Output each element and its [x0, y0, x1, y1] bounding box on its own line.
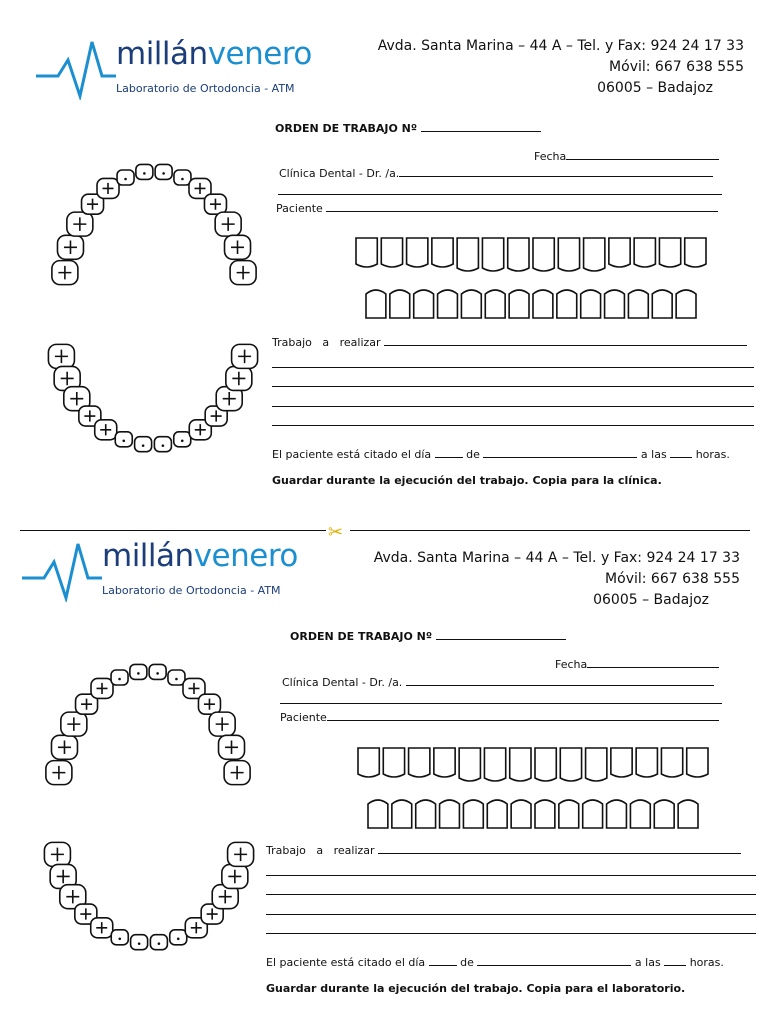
address-line: Avda. Santa Marina – 44 A – Tel. y Fax: 924 24 17 33: [377, 38, 744, 54]
lower-dental-arch: [38, 824, 260, 960]
work-blank[interactable]: [384, 334, 747, 346]
copy-note: Guardar durante la ejecución del trabajo. Copia para el laboratorio.: [266, 982, 686, 995]
upper-front-tooth: [584, 238, 605, 271]
front-teeth-chart: [344, 232, 718, 324]
appointment-day-blank[interactable]: [435, 446, 463, 458]
lower-front-tooth: [559, 800, 579, 828]
phone-line: Móvil: 667 638 555: [609, 59, 744, 75]
heartbeat-logo-icon: [36, 38, 116, 100]
tooth-outline: [91, 678, 113, 698]
lower-front-tooth: [630, 800, 650, 828]
lower-front-tooth: [581, 290, 601, 318]
work-field: [266, 842, 741, 857]
date-label: Fecha: [534, 150, 567, 163]
lower-front-tooth: [390, 290, 410, 318]
lower-front-tooth: [511, 800, 531, 828]
work-line[interactable]: [266, 875, 756, 876]
clinic-blank[interactable]: [399, 165, 713, 177]
upper-front-tooth: [510, 748, 531, 781]
clinic-field: [279, 165, 713, 180]
upper-dental-arch: [40, 650, 256, 806]
upper-front-tooth: [383, 748, 404, 777]
tooth-outline: [154, 437, 171, 452]
work-line[interactable]: [272, 386, 754, 387]
brand-name: millánvenero: [102, 538, 298, 574]
appointment-day-blank[interactable]: [429, 954, 457, 966]
upper-front-tooth: [459, 748, 480, 781]
company-logo: [36, 38, 326, 100]
tooth-outline: [111, 670, 128, 685]
lower-front-tooth: [485, 290, 505, 318]
patient-label: Paciente: [280, 711, 327, 724]
order-number-field: [275, 120, 541, 135]
tooth-outline: [224, 761, 250, 785]
order-label: ORDEN DE TRABAJO Nº: [290, 630, 433, 643]
upper-front-tooth: [484, 748, 505, 781]
appointment-label: El paciente está citado el día: [266, 956, 426, 969]
city-line: 06005 – Badajoz: [597, 80, 713, 96]
lower-front-tooth: [607, 800, 627, 828]
work-line[interactable]: [272, 367, 754, 368]
tooth-outline: [174, 170, 191, 185]
patient-field: [280, 709, 719, 724]
tooth-outline: [51, 735, 77, 759]
front-teeth-chart: [346, 742, 720, 834]
patient-field: [276, 200, 718, 215]
tooth-outline: [91, 918, 113, 938]
lower-front-tooth: [678, 800, 698, 828]
tooth-outline: [46, 761, 72, 785]
tooth-outline: [150, 935, 167, 950]
appointment-de-label: de: [460, 956, 474, 969]
tooth-outline: [115, 432, 132, 447]
lower-front-tooth: [392, 800, 412, 828]
brand-tagline: Laboratorio de Ortodoncia - ATM: [116, 82, 295, 95]
upper-front-tooth: [609, 238, 630, 267]
clinic-blank-line-2[interactable]: [278, 194, 722, 195]
tooth-outline: [149, 664, 166, 679]
order-label: ORDEN DE TRABAJO Nº: [275, 122, 418, 135]
date-field: [555, 656, 719, 671]
brand-tagline: Laboratorio de Ortodoncia - ATM: [102, 584, 281, 597]
clinic-label: Clínica Dental - Dr. /a.: [282, 676, 403, 689]
work-label: Trabajo a realizar: [272, 336, 381, 349]
copy-note: Guardar durante la ejecución del trabajo. Copia para la clínica.: [272, 474, 662, 487]
upper-front-tooth: [535, 748, 556, 781]
date-field: [534, 148, 719, 163]
tooth-outline: [111, 930, 128, 945]
appointment-month-blank[interactable]: [483, 446, 637, 458]
upper-front-tooth: [381, 238, 402, 267]
tooth-outline: [168, 670, 185, 685]
address-block: [378, 36, 744, 99]
appointment-hours-label: horas.: [689, 956, 724, 969]
upper-front-tooth: [508, 238, 529, 271]
upper-dental-arch: [46, 150, 262, 306]
upper-front-tooth: [434, 748, 455, 777]
appointment-hour-blank[interactable]: [664, 954, 686, 966]
tooth-outline: [226, 366, 252, 390]
upper-front-tooth: [636, 748, 657, 777]
date-blank[interactable]: [566, 148, 719, 160]
tooth-outline: [117, 170, 134, 185]
upper-front-tooth: [558, 238, 579, 271]
order-number-blank[interactable]: [436, 628, 566, 640]
tooth-outline: [215, 212, 241, 236]
lower-front-tooth: [605, 290, 625, 318]
tooth-outline: [230, 261, 256, 285]
order-number-blank[interactable]: [421, 120, 541, 132]
lower-front-tooth: [583, 800, 603, 828]
lower-front-tooth: [628, 290, 648, 318]
upper-front-tooth: [356, 238, 377, 267]
clinic-blank-line-2[interactable]: [280, 703, 722, 704]
order-form-clinic-copy: [0, 0, 768, 510]
patient-blank[interactable]: [327, 709, 719, 721]
lower-front-tooth: [676, 290, 696, 318]
date-blank[interactable]: [587, 656, 719, 668]
lower-front-tooth: [509, 290, 529, 318]
clinic-label: Clínica Dental - Dr. /a.: [279, 167, 400, 180]
tooth-outline: [135, 437, 152, 452]
patient-label: Paciente: [276, 202, 323, 215]
city-line: 06005 – Badajoz: [593, 592, 709, 608]
work-line[interactable]: [272, 425, 754, 426]
upper-front-tooth: [407, 238, 428, 267]
tooth-outline: [219, 735, 245, 759]
tooth-outline: [130, 664, 147, 679]
upper-front-tooth: [659, 238, 680, 267]
upper-front-tooth: [432, 238, 453, 267]
lower-front-tooth: [416, 800, 436, 828]
tooth-outline: [57, 235, 83, 259]
heartbeat-logo-icon: [22, 540, 102, 602]
scissors-icon: ✂: [328, 522, 344, 543]
lower-front-tooth: [654, 800, 674, 828]
appointment-label: El paciente está citado el día: [272, 448, 432, 461]
work-line[interactable]: [266, 933, 756, 934]
work-line[interactable]: [272, 406, 754, 407]
appointment-hour-blank[interactable]: [670, 446, 692, 458]
appointment-time-label: a las: [634, 956, 661, 969]
tooth-outline: [67, 212, 93, 236]
upper-front-tooth: [482, 238, 503, 271]
tooth-outline: [170, 930, 187, 945]
upper-front-tooth: [685, 238, 706, 267]
phone-line: Móvil: 667 638 555: [605, 571, 740, 587]
tooth-outline: [198, 694, 220, 714]
brand-name: millánvenero: [116, 36, 312, 72]
tooth-outline: [95, 420, 117, 440]
lower-front-tooth: [652, 290, 672, 318]
tooth-outline: [174, 432, 191, 447]
lower-front-tooth: [557, 290, 577, 318]
upper-front-tooth: [457, 238, 478, 271]
order-number-field: [290, 628, 566, 643]
order-form-lab-copy: [0, 510, 768, 1020]
tooth-outline: [228, 842, 254, 866]
lower-dental-arch: [42, 326, 264, 462]
upper-front-tooth: [533, 238, 554, 271]
lower-front-tooth: [487, 800, 507, 828]
work-label: Trabajo a realizar: [266, 844, 375, 857]
company-logo: [22, 540, 312, 602]
upper-front-tooth: [611, 748, 632, 777]
lower-front-tooth: [440, 800, 460, 828]
tooth-outline: [52, 261, 78, 285]
upper-front-tooth: [409, 748, 430, 777]
lower-front-tooth: [533, 290, 553, 318]
tooth-outline: [225, 235, 251, 259]
tooth-outline: [204, 194, 226, 214]
upper-front-tooth: [634, 238, 655, 267]
patient-blank[interactable]: [326, 200, 718, 212]
lower-front-tooth: [366, 290, 386, 318]
work-field: [272, 334, 747, 349]
address-line: Avda. Santa Marina – 44 A – Tel. y Fax: 924 24 17 33: [373, 550, 740, 566]
lower-front-tooth: [535, 800, 555, 828]
tooth-outline: [131, 935, 148, 950]
clinic-field: [282, 674, 714, 689]
upper-front-tooth: [586, 748, 607, 781]
lower-front-tooth: [461, 290, 481, 318]
lower-front-tooth: [463, 800, 483, 828]
appointment-hours-label: horas.: [695, 448, 730, 461]
appointment-month-blank[interactable]: [477, 954, 631, 966]
appointment-field: [272, 446, 730, 461]
date-label: Fecha: [555, 658, 588, 671]
upper-front-tooth: [358, 748, 379, 777]
lower-front-tooth: [368, 800, 388, 828]
upper-front-tooth: [661, 748, 682, 777]
tooth-outline: [61, 712, 87, 736]
tooth-outline: [232, 344, 258, 368]
appointment-field: [266, 954, 724, 969]
tooth-outline: [97, 178, 119, 198]
address-block: [374, 548, 740, 611]
tooth-outline: [222, 864, 248, 888]
work-line[interactable]: [266, 914, 756, 915]
work-line[interactable]: [266, 894, 756, 895]
tooth-outline: [136, 164, 153, 179]
tooth-outline: [209, 712, 235, 736]
appointment-de-label: de: [466, 448, 480, 461]
upper-front-tooth: [560, 748, 581, 781]
lower-front-tooth: [438, 290, 458, 318]
upper-front-tooth: [687, 748, 708, 777]
tooth-outline: [48, 344, 74, 368]
appointment-time-label: a las: [640, 448, 667, 461]
clinic-blank[interactable]: [406, 674, 714, 686]
work-blank[interactable]: [378, 842, 741, 854]
tooth-outline: [155, 164, 172, 179]
lower-front-tooth: [414, 290, 434, 318]
tooth-outline: [44, 842, 70, 866]
